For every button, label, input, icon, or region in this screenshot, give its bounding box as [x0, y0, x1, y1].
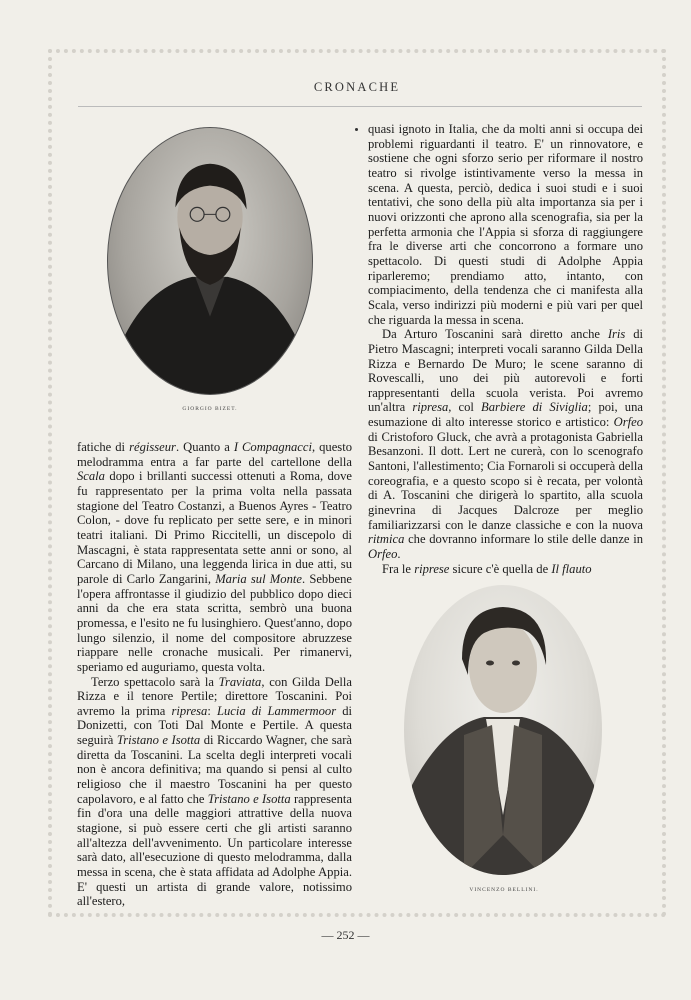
italic-run: Orfeo [368, 547, 398, 562]
italic-run: Lucia di Lammermoor [216, 703, 337, 718]
portrait-bizet-image [107, 127, 313, 395]
text-run: , con Gilda Della Rizza e il tenore Pertile; direttore Toscanini. Poi avremo la prima [77, 674, 353, 718]
text-run: ; poi, una esumazione di alto interesse storico e artistico: [368, 400, 643, 430]
page-number: — 252 — [321, 928, 370, 942]
text-run: Da Arturo Toscanini sarà diretto anche [382, 327, 608, 342]
text-run: dopo i brillanti successi ottenuti a Roma, dove fu rappresentato per la prima volta nella passata stagione del Teatro Costanzi, a Buenos Ayres - Teatro Colon, - dove fu replicato per sette sere, e in minori teatri italiani. Di Primo Riccitelli, un discepolo di Mascagni, è stata rappresentata sette anni or sono, al Carcano di Milano, una leggenda lirica in due atti, su parole di Carlo Zangarini, [77, 469, 352, 586]
text-run: . Sebbene l'opera affrontasse il giudizio del pubblico dopo dieci anni da che era stata scritta, sembrò una buona promessa, e l'esito ne fu lusinghiero. Quest'anno, dopo lungo silenzio, il nome del compositore abruzzese riappare nelle cronache musicali. Per rimanervi, speriamo ed auguriamo, questa volta. [77, 571, 352, 674]
italic-run: Iris [607, 327, 626, 342]
italic-run: Il flauto [551, 561, 592, 576]
text-run: . [397, 547, 401, 562]
paragraph [77, 675, 352, 910]
paragraph [77, 440, 352, 675]
text-run: . Quanto a [175, 440, 234, 454]
text-run: che dovranno informare lo stile delle danze in [404, 532, 643, 547]
text-run: di Riccardo Wagner, che sarà diretta da Toscanini. La scelta degli interpreti vocali non è ancora definitiva; ma quando si pensi al culto religioso che il maestro Toscanini ha per questo capolavoro, e al fatto che [77, 733, 352, 806]
text-run: rappresenta fin d'ora una delle maggiori attrattive della nuova stagione, si può essere certi che gli artisti saranno all'altezza dell'avvenimento. Un particolare interesse sarà dato, all'esecuzione di questo melodramma, dalla messa in scena, che è stata affidata ad Adolphe Appia. E' questi un artista di grande valore, notissimo all'estero, [77, 791, 353, 909]
italic-run: Barbiere di Siviglia [481, 400, 588, 415]
italic-run: riprese [414, 561, 450, 576]
text-run: sicure c'è quella de [449, 561, 552, 576]
italic-run: ripresa [171, 703, 208, 718]
italic-run: Tristano e Isotta [116, 733, 201, 748]
text-run: , col [448, 400, 482, 415]
text-run: di Cristoforo Gluck, che avrà a protagonista Gabriella Besanzoni. Il dott. Lert ne curerà, con lo scenografo Santoni, l'allestimento; Cia Fornaroli si occuperà della coreografia, e a questo scopo si è recata, per volontà di A. Toscanini che dirigerà lo spartito, alla scuola ginevrina di Jacques Dalcroze per meglio familiarizzarsi con le danze classiche e con la nuova [368, 429, 643, 532]
portrait-bellini [404, 585, 602, 875]
page-header: CRONACHE [313, 80, 401, 94]
text-run: Terzo spettacolo sarà la [91, 674, 219, 689]
italic-run: Orfeo [613, 415, 643, 430]
italic-run: Traviata [218, 674, 262, 689]
italic-run: Scala [77, 469, 105, 484]
caption-bizet: GIORGIO BIZET. [182, 406, 238, 412]
italic-run: ripresa [412, 400, 449, 415]
text-column-left [77, 440, 352, 909]
italic-run: ritmica [368, 532, 405, 547]
text-run: : [207, 703, 217, 718]
text-run: di Pietro Mascagni; interpreti vocali saranno Gilda Della Rizza e Bernardo De Muro; le scene saranno di Rovescalli, uno dei più autorevoli e forti rappresentanti della scuola verista. Poi avremo un'altra [368, 327, 643, 415]
italic-run: régisseur [129, 440, 176, 454]
text-run: Fra le [382, 561, 415, 576]
text-run: di Donizetti, con Toti Dal Monte e Pertile. A questa seguirà [77, 703, 352, 748]
text-run: quasi ignoto in Italia, che da molti anni si occupa dei problemi riguardanti il teatro. E' un rinnovatore, e sostiene che ogni sforzo serio per riformare il nostro teatro si rivolge istintivamente verso la messa in scena. A questa, perciò, dedica i suoi studi e i suoi tentativi, che sono della più alta importanza sia per i nuovi orizzonti che aprono alla scenografia, sia per la perfetta armonia che l'Appia si sforza di raggiungere fra le diverse arti che concorrono a formare uno spettacolo. Di questi studi di Adolphe Appia riparleremo; prendiamo atto, intanto, con compiacimento, della tendenza che ci manifesta alla Scala, verso indirizzi più moderni e più vari per quel che riguarda la messa in scena. [368, 122, 643, 327]
text-column-right [368, 122, 643, 576]
caption-bellini: VINCENZO BELLINI. [469, 887, 539, 893]
text-run: , questo melodramma entra a far parte del cartellone della [77, 440, 353, 469]
italic-run: Tristano e Isotta [207, 791, 291, 806]
header-rule [78, 106, 642, 107]
italic-run: Maria sul Monte [215, 571, 302, 586]
paragraph [368, 327, 643, 562]
text-run: fatiche di [77, 440, 130, 454]
paragraph [368, 122, 643, 327]
paragraph [368, 562, 643, 577]
italic-run: I Compagnacci [233, 440, 312, 454]
portrait-bellini-image [404, 585, 602, 875]
portrait-bizet [107, 127, 313, 395]
